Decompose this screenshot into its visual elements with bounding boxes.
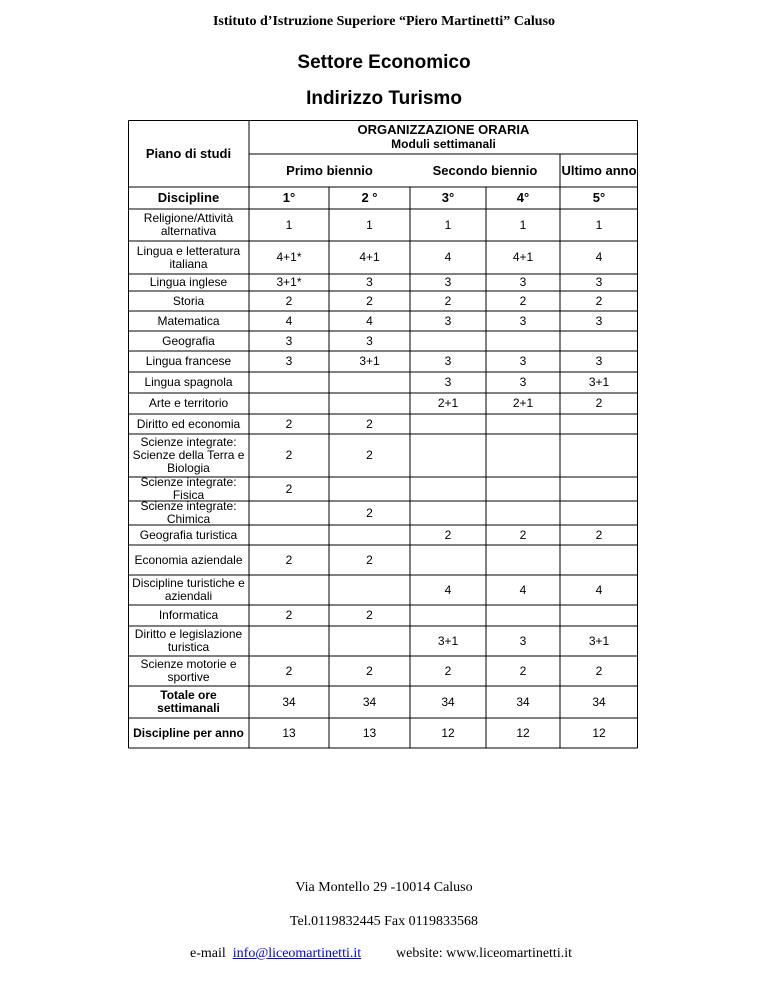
subject-name: Informatica (158, 608, 219, 622)
hours-cell: 4+1 (512, 250, 534, 264)
org-subtitle: Moduli settimanali (391, 137, 496, 151)
hours-cell: 2 (366, 293, 373, 308)
hours-cell: 3 (519, 313, 527, 328)
hours-cell: 3+1 (588, 375, 610, 389)
hours-cell: 2 (285, 448, 293, 462)
discipline-header: Discipline (157, 190, 220, 205)
email-line (190, 946, 361, 962)
footer-phone: Tel.0119832445 Fax 0119833568 (289, 914, 479, 929)
hours-cell: 4 (595, 250, 603, 264)
hours-cell: 4 (285, 313, 293, 328)
secondo-biennio-header: Secondo biennio (432, 162, 538, 178)
subject-name: Discipline per anno (133, 725, 244, 740)
hours-cell: 3 (285, 354, 293, 368)
hours-cell: 3 (366, 275, 373, 289)
hours-cell: 4 (444, 582, 452, 597)
hours-cell: 2 (366, 552, 373, 567)
subject-name: Diritto e legislazione turistica (134, 627, 243, 654)
org-title: ORGANIZZAZIONE ORARIA (357, 122, 530, 137)
hours-cell: 2 (285, 608, 293, 622)
hours-cell: 2 (285, 663, 293, 678)
timetable-grid (128, 120, 638, 740)
hours-cell: 13 (362, 725, 377, 740)
hours-cell: 3+1* (276, 275, 302, 289)
hours-cell: 2+1 (512, 396, 534, 410)
hours-cell: 34 (441, 694, 455, 709)
address-title: Indirizzo Turismo (306, 88, 462, 109)
subject-name: Economia aziendale (134, 552, 243, 567)
hours-cell: 2 (519, 527, 527, 542)
hours-cell: 2+1 (437, 396, 459, 410)
hours-cell: 2 (366, 663, 373, 678)
hours-cell: 2 (285, 293, 293, 308)
hours-cell: 2 (444, 663, 452, 678)
hours-cell: 3 (519, 275, 527, 289)
hours-cell: 12 (592, 725, 606, 740)
org-header (249, 120, 638, 154)
year-header: 2 ° (361, 190, 378, 205)
hours-cell: 34 (516, 694, 530, 709)
hours-cell: 2 (595, 527, 603, 542)
hours-cell: 4 (444, 250, 452, 264)
hours-cell: 3 (595, 354, 603, 368)
hours-cell: 4 (595, 582, 603, 597)
email-link[interactable]: info@liceomartinetti.it (232, 946, 362, 961)
year-header: 1° (282, 190, 296, 205)
primo-biennio-header: Primo biennio (286, 162, 373, 178)
subject-name: Scienze motorie e sportive (140, 657, 237, 684)
subject-name: Scienze integrate: Chimica (140, 499, 237, 526)
email-label: e-mail (190, 946, 226, 961)
subject-name: Diritto ed economia (136, 416, 241, 431)
subject-name: Discipline turistiche e aziendali (132, 576, 245, 603)
subject-name: Lingua inglese (149, 275, 228, 289)
hours-cell: 2 (285, 552, 293, 567)
sector-title: Settore Economico (297, 52, 471, 73)
hours-cell: 3 (444, 354, 452, 368)
hours-cell: 3 (519, 354, 527, 368)
hours-cell: 34 (362, 694, 377, 709)
subject-name: Matematica (157, 313, 220, 328)
ultimo-anno-header: Ultimo anno (561, 162, 637, 178)
hours-cell: 13 (282, 725, 296, 740)
hours-cell: 2 (366, 505, 373, 520)
hours-cell: 3 (444, 375, 452, 389)
year-header: 4° (516, 190, 530, 205)
subject-name: Geografia turistica (139, 527, 238, 542)
piano-di-studi-label: Piano di studi (145, 145, 232, 161)
year-header: 3° (441, 190, 455, 205)
hours-cell: 3 (595, 275, 603, 289)
hours-cell: 3 (519, 633, 527, 648)
subject-name: Scienze integrate: Scienze della Terra e Biologia (132, 435, 245, 475)
subject-name: Storia (172, 293, 205, 308)
website-text: website: www.liceomartinetti.it (396, 946, 572, 961)
hours-cell: 3 (444, 313, 452, 328)
hours-cell: 2 (595, 663, 603, 678)
hours-cell: 4 (519, 582, 527, 597)
hours-cell: 12 (441, 725, 455, 740)
hours-cell: 3 (366, 333, 373, 348)
subject-name: Arte e territorio (148, 396, 229, 410)
hours-cell: 1 (285, 217, 293, 232)
subject-name: Religione/Attività alternativa (143, 211, 234, 238)
hours-cell: 1 (519, 217, 527, 232)
hours-cell: 4+1 (359, 250, 380, 264)
hours-cell: 2 (444, 293, 452, 308)
hours-cell: 2 (285, 481, 293, 496)
hours-cell: 12 (516, 725, 530, 740)
hours-cell: 2 (366, 608, 373, 622)
hours-cell: 2 (444, 527, 452, 542)
hours-cell: 1 (595, 217, 603, 232)
year-header: 5° (592, 190, 606, 205)
hours-cell: 3+1 (437, 633, 459, 648)
hours-cell: 4+1* (276, 250, 302, 264)
subject-name: Totale ore settimanali (157, 688, 220, 715)
hours-cell: 4 (366, 313, 373, 328)
hours-cell: 3 (444, 275, 452, 289)
hours-cell: 34 (282, 694, 296, 709)
hours-cell: 3+1 (588, 633, 610, 648)
hours-cell: 2 (285, 416, 293, 431)
hours-cell: 2 (519, 293, 527, 308)
subject-name: Lingua e letteratura italiana (136, 243, 241, 271)
footer-address: Via Montello 29 -10014 Caluso (295, 880, 473, 895)
institute-header: Istituto d’Istruzione Superiore “Piero Martinetti” Caluso (212, 14, 556, 29)
subject-name: Geografia (162, 333, 215, 348)
subject-name: Scienze integrate: Fisica (140, 475, 237, 502)
hours-cell: 3+1 (359, 354, 380, 368)
subject-name: Lingua francese (145, 354, 232, 368)
hours-cell: 3 (595, 313, 603, 328)
subject-name: Lingua spagnola (144, 375, 233, 389)
hours-cell: 2 (366, 416, 373, 431)
hours-cell: 3 (285, 333, 293, 348)
hours-cell: 1 (366, 217, 373, 232)
hours-cell: 2 (366, 448, 373, 462)
hours-cell: 2 (595, 396, 603, 410)
hours-cell: 34 (592, 694, 606, 709)
hours-cell: 2 (595, 293, 603, 308)
hours-cell: 3 (519, 375, 527, 389)
hours-cell: 2 (519, 663, 527, 678)
hours-cell: 1 (444, 217, 452, 232)
